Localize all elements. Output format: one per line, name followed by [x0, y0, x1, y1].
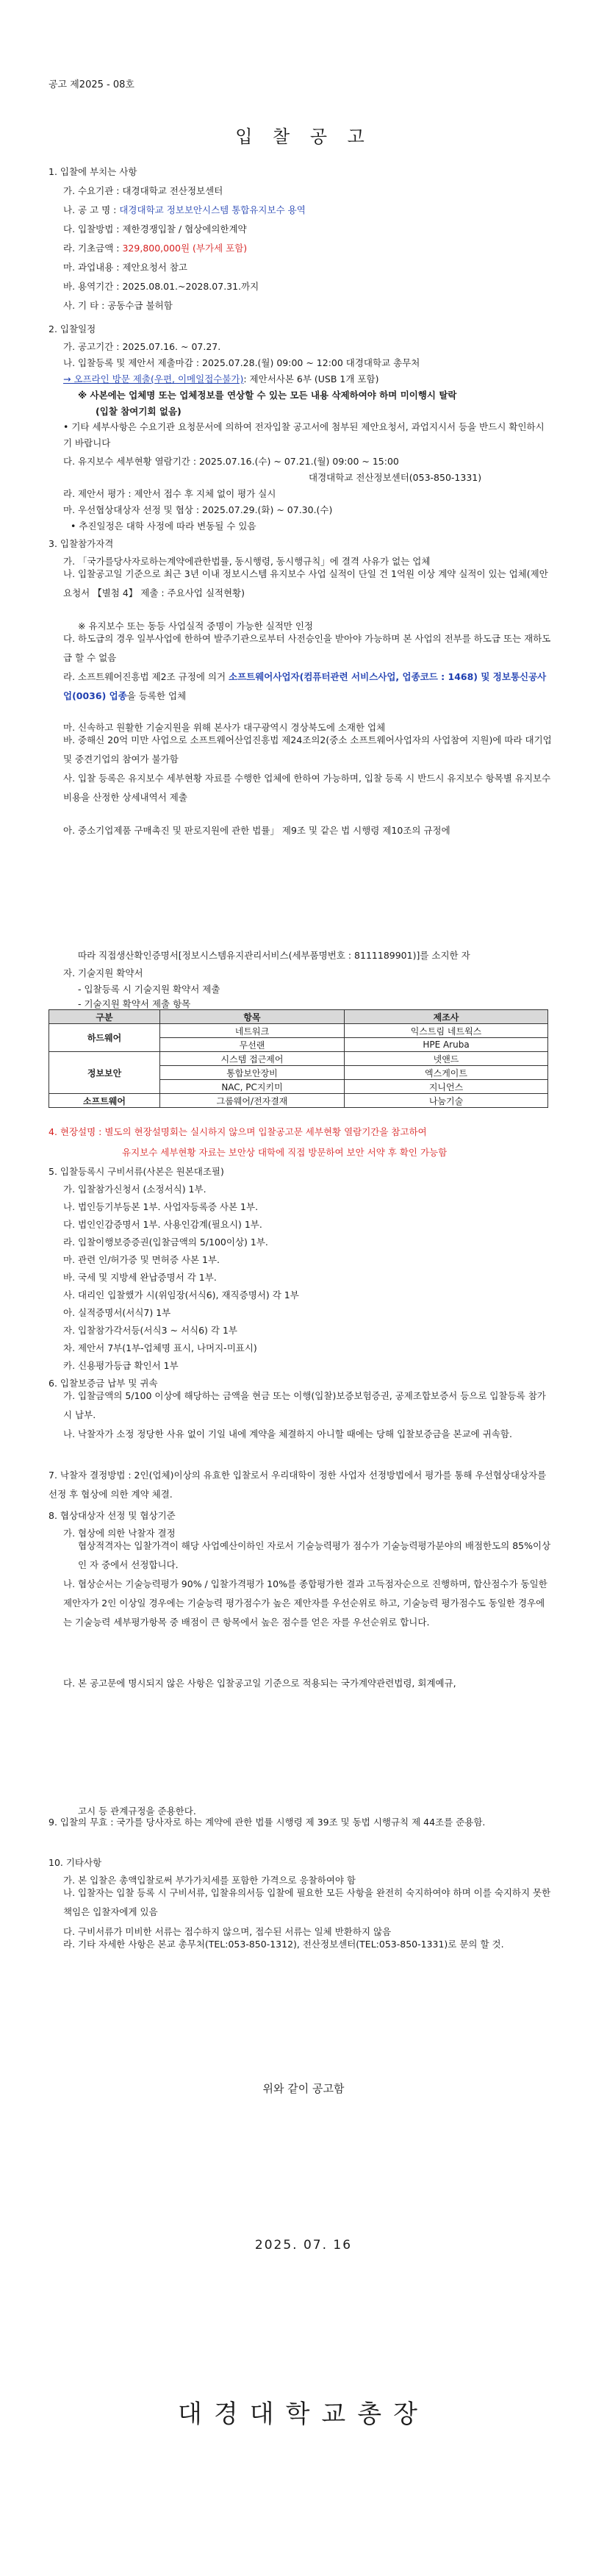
table-header: 항목	[160, 1010, 345, 1024]
section3-item: 마. 신속하고 원활한 기술지원을 위해 본사가 대구광역시 경상북도에 소재한 업체	[63, 722, 386, 733]
section3-item: 가. 「국가를당사자로하는계약에관한법률, 동시행령, 동시행규칙」에 결격 사유가 없는 업체	[63, 556, 431, 567]
section7-text: 7. 낙찰자 결정방법 : 2인(업체)이상의 유효한 입찰로서 우리대학이 정한 사업자 선정방법에서 평가를 통해 우선협상대상자를 선정 후 협상에 의한 계약 체결.	[49, 1470, 547, 1500]
table-cell: 지니언스	[345, 1080, 548, 1094]
section10-item: 나. 입찰자는 입찰 등록 시 구비서류, 입찰유의서등 입찰에 필요한 모든 사항을 완전히 숙지하여야 하며 이를 숙지하지 못한 책임은 입찰자에게 있음	[63, 1887, 551, 1917]
section2-note: • 기타 세부사항은 수요기관 요청문서에 의하여 전자입찰 공고서에 첨부된 제안요청서, 과업지시서 등을 반드시 확인하시기 바랍니다	[63, 421, 545, 448]
section2-heading: 2. 입찰일정	[49, 323, 96, 334]
table-cell: 나눔기술	[345, 1094, 548, 1108]
section3-item: 다. 하도급의 경우 일부사업에 한하여 발주기관으로부터 사전승인을 받아야 가능하며 본 사업의 전부를 하도급 또는 재하도급 할 수 없음	[63, 633, 551, 663]
section1-item: 가. 수요기관 : 대경대학교 전산정보센터	[63, 185, 223, 196]
notice-date: 2025. 07. 16	[254, 2238, 353, 2253]
table-header-row	[49, 1010, 548, 1024]
table-cell: 무선랜	[160, 1038, 345, 1052]
warning-note-cont: (입찰 참여기회 없음)	[96, 406, 182, 417]
section5-item: 다. 법인인감증명서 1부. 사용인감계(필요시) 1부.	[63, 1219, 262, 1230]
section6-heading: 6. 입찰보증금 납부 및 귀속	[49, 1378, 158, 1389]
section3-item: 바. 중해신 20억 미만 사업으로 소프트웨어산업진흥법 제24조의2(중소 소프트웨어사업자의 사업참여 지원)에 따라 대기업 및 중견기업의 참여가 불가함	[63, 734, 552, 765]
table-group-cell: 하드웨어	[49, 1024, 160, 1052]
section8-item-cont: 고시 등 관계규정을 준용한다.	[78, 1806, 196, 1817]
section2-contact: 대경대학교 전산정보센터(053-850-1331)	[309, 472, 482, 483]
table-cell: 익스트림 네트웍스	[345, 1024, 548, 1038]
section9-text: 9. 입찰의 무효 : 국가를 당사자로 하는 계약에 관한 법률 시행령 제 39조 및 동법 시행규칙 제 44조를 준용함.	[49, 1817, 486, 1828]
section8-item: 다. 본 공고문에 명시되지 않은 사항은 입찰공고일 기준으로 적용되는 국가계약관련법령, 회계예규,	[63, 1678, 456, 1689]
section5-item: 가. 입찰참가신청서 (소정서식) 1부.	[63, 1184, 206, 1195]
section5-item: 나. 법인등기부등본 1부. 사업자등록증 사본 1부.	[63, 1201, 259, 1212]
section5-item: 차. 제안서 7부(1부-업체명 표시, 나머지-미표시)	[63, 1342, 257, 1353]
section10-heading: 10. 기타사항	[49, 1857, 102, 1868]
section2-line: 마. 우선협상대상자 선정 및 협상 : 2025.07.29.(화) ~ 07.30.(수)	[63, 504, 333, 515]
section8-item: 가. 협상에 의한 낙찰자 결정	[63, 1528, 176, 1539]
section1-item	[63, 241, 247, 254]
table-header: 구분	[49, 1010, 160, 1024]
section3-note: ※ 유지보수 또는 동등 사업실적 중명이 가능한 실적만 인정	[78, 620, 313, 632]
section6-item: 나. 낙찰자가 소정 정당한 사유 없이 기일 내에 계약을 체결하지 아니할 때에는 당해 입찰보증금을 본교에 귀속함.	[63, 1428, 512, 1439]
section3-item: 나. 입찰공고일 기준으로 최근 3년 이내 정보시스템 유지보수 사업 실적이 단일 건 1억원 이상 계약 실적이 있는 업체(제안요청서 【별첨 4】 제출 : 주요사업 실적현황)	[63, 568, 548, 598]
table-cell: 시스템 접근제어	[160, 1052, 345, 1066]
section10-item: 가. 본 입찰은 총액입찰로써 부가가치세를 포함한 가격으로 응찰하여야 함	[63, 1875, 356, 1886]
section5-heading: 5. 입찰등록시 구비서류(사본은 원본대조필)	[49, 1166, 224, 1177]
table-cell: 네트워크	[160, 1024, 345, 1038]
section5-item: 카. 신용평가등급 확인서 1부	[63, 1360, 179, 1371]
section8-body: 협상적격자는 입찰가격이 해당 사업예산이하인 자로서 기술능력평가 점수가 기술능력평가분야의 배점한도의 85%이상인 자 중에서 선정합니다.	[78, 1540, 551, 1570]
section3-subitem: - 기술지원 확약서 제출 항목	[78, 998, 191, 1009]
section5-item: 라. 입찰이행보증증권(입찰금액의 5/100이상) 1부.	[63, 1237, 268, 1248]
table-group-cell: 정보보안	[49, 1052, 160, 1094]
table-cell: 엑스게이트	[345, 1066, 548, 1080]
closing-line: 위와 같이 공고함	[262, 2082, 345, 2095]
section8-heading: 8. 협상대상자 선정 및 협상기준	[49, 1510, 176, 1521]
offline-submission-note: → 오프라인 방문 제출(우편, 이메일접수불가)	[63, 373, 244, 384]
section2-line: 다. 유지보수 세부현황 열람기간 : 2025.07.16.(수) ~ 07.21.(월) 09:00 ~ 15:00	[63, 456, 399, 467]
table-group-cell: 소프트웨어	[49, 1094, 160, 1108]
section5-item: 마. 관련 인/허가증 및 면허증 사본 1부.	[63, 1254, 220, 1265]
table-cell: 통합보안장비	[160, 1066, 345, 1080]
table-header: 제조사	[345, 1010, 548, 1024]
table-cell: HPE Aruba	[345, 1038, 548, 1052]
section2-line: • 추진일정은 대학 사정에 따라 변동될 수 있음	[71, 520, 256, 532]
section2-line: → 오프라인 방문 제출(우편, 이메일접수불가): 제안서사본 6부 (USB 1개 포함)	[63, 373, 379, 384]
section1-item: 사. 기 타 : 공동수급 불허함	[63, 300, 173, 311]
table-row	[49, 1052, 548, 1066]
notice-number: 공고 제2025 - 08호	[49, 79, 134, 90]
section1-item: 바. 용역기간 : 2025.08.01.~2028.07.31.까지	[63, 281, 259, 292]
table-row	[49, 1024, 548, 1038]
warning-note: ※ 사본에는 업체명 또는 업체정보를 연상할 수 있는 모든 내용 삭제하여야 하며 미이행시 탈락	[78, 390, 457, 401]
section3-item: 라. 소프트웨어진흥법 제2조 규정에 의거 소프트웨어사업자(컴퓨터관련 서비스사업, 업종코드 : 1468) 및 정보통신공사업(0036) 업종을 등록한 업체	[63, 671, 547, 701]
project-name: 대경대학교 정보보안시스템 통합유지보수 용역	[119, 204, 306, 215]
base-amount: 329,800,000원 (부가세 포함)	[122, 243, 248, 254]
item-prefix: 라. 기초금액 :	[63, 243, 123, 254]
section3-item: 아. 중소기업제품 구매촉진 및 판로지원에 관한 법률」 제9조 및 같은 법 시행령 제10조의 규정에	[63, 825, 450, 836]
section6-item: 가. 입찰금액의 5/100 이상에 해당하는 금액을 현금 또는 이행(입찰)보증보험증권, 공제조합보증서 등으로 입찰등록 참가 시 납부.	[63, 1390, 546, 1420]
section1-item: 다. 입찰방법 : 제한경쟁입찰 / 협상에의한계약	[63, 223, 247, 235]
manufacturer-table	[49, 1009, 548, 1108]
section3-item: 사. 입찰 등록은 유지보수 세부현황 자료를 수행한 업체에 한하여 가능하며, 입찰 등록 시 반드시 유지보수 항목별 유지보수비용을 산정한 상세내역서 제출	[63, 773, 551, 803]
required-business-type: 소프트웨어사업자(컴퓨터관련 서비스사업, 업종코드 : 1468) 및 정보통신공사업(0036) 업종	[63, 671, 547, 701]
section4-line: 4. 현장설명 : 별도의 현장설명회는 실시하지 않으며 입찰공고문 세부현황 열람기간을 참고하여	[49, 1126, 427, 1137]
table-cell: 넷앤드	[345, 1052, 548, 1066]
section3-item-cont: 따라 직접생산확인증명서[정보시스템유지관리서비스(세부품명번호 : 8111189901)]를 소지한 자	[78, 950, 470, 961]
table-cell: NAC, PC지키미	[160, 1080, 345, 1094]
table-row	[49, 1094, 548, 1108]
table-cell: 그룹웨어/전자결재	[160, 1094, 345, 1108]
section1-item: 마. 과업내용 : 제안요청서 참고	[63, 262, 187, 273]
page-title: 입 찰 공 고	[235, 126, 372, 147]
section3-subitem: - 입찰등록 시 기술지원 확약서 제출	[78, 984, 220, 995]
section4-line: 유지보수 세부현황 자료는 보안상 대학에 직접 방문하여 보안 서약 후 확인 가능함	[122, 1147, 448, 1158]
section8-item: 나. 협상순서는 기술능력평가 90% / 입찰가격평가 10%를 종합평가한 결과 고득점자순으로 진행하며, 합산점수가 동일한 제안자가 2인 이상일 경우에는 기술능력 평가점수가 높은 제안자를 우선순위로 하고, 기술능력 평가점수도 동일한 경우에는 기술능력 세부평가항목 중 배점이 큰 항목에서 높은 점수를 얻은 자를 우선순위로 합니다.	[63, 1578, 547, 1628]
section2-line: 라. 제안서 평가 : 제안서 접수 후 지체 없이 평가 실시	[63, 488, 276, 499]
section3-heading: 3. 입찰참가자격	[49, 538, 114, 549]
section1-heading: 1. 입찰에 부치는 사항	[49, 166, 137, 177]
section5-item: 바. 국세 및 지방세 완납증명서 각 1부.	[63, 1272, 217, 1283]
section2-line: 가. 공고기간 : 2025.07.16. ~ 07.27.	[63, 341, 221, 352]
section10-item: 다. 구비서류가 미비한 서류는 접수하지 않으며, 접수된 서류는 일체 반환하지 않음	[63, 1926, 392, 1937]
section3-item: 자. 기술지원 확약서	[63, 967, 143, 978]
section5-item: 사. 대리인 입찰했가 시(위임장(서식6), 재직증명서) 각 1부	[63, 1289, 299, 1300]
signature: 대경대학교총장	[178, 2400, 429, 2429]
section5-item: 아. 실적증명서(서식7) 1부	[63, 1307, 171, 1318]
section10-item: 라. 기타 자세한 사항은 본교 총무처(TEL:053-850-1312), 전산정보센터(TEL:053-850-1331)로 문의 할 것.	[63, 1939, 504, 1950]
item-prefix: 나. 공 고 명 :	[63, 204, 120, 215]
section2-line: 나. 입찰등록 및 제안서 제출마감 : 2025.07.28.(월) 09:00 ~ 12:00 대경대학교 총무처	[63, 357, 420, 368]
section5-item: 자. 입찰참가각서등(서식3 ~ 서식6) 각 1부	[63, 1325, 237, 1336]
section1-item	[63, 203, 306, 216]
